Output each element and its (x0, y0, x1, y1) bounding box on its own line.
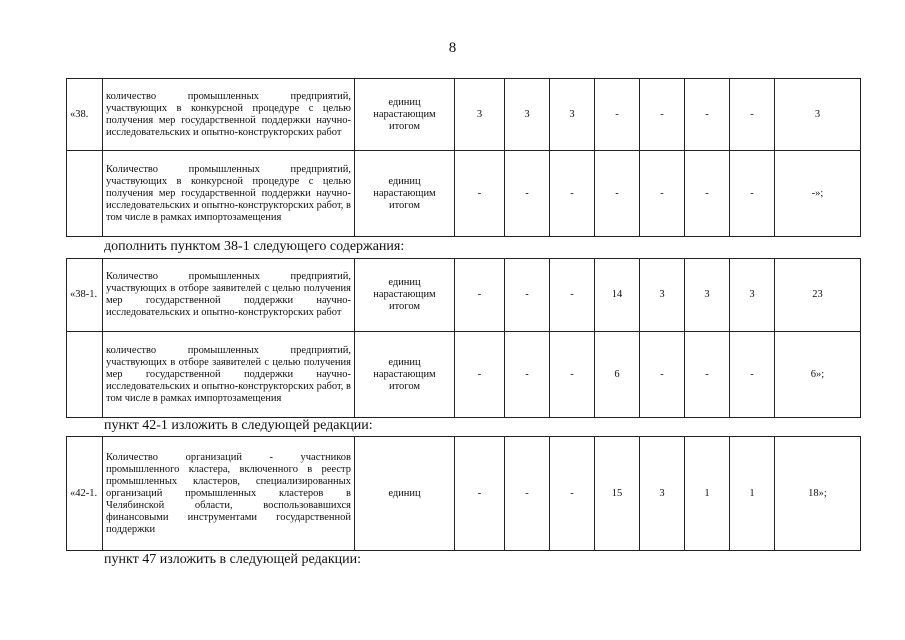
value-cell: 15 (595, 437, 640, 551)
value-cell: - (730, 79, 775, 151)
value-cell: 3 (730, 259, 775, 332)
row-number (67, 151, 103, 237)
indicator-name: количество промышленных предприятий, участвующих в отборе заявителей с целью получения мер государственной поддержки научно-исследовательских и опытно-конструкторских работ, в том числе в рамках импортозамещения (103, 332, 355, 418)
page-number: 8 (448, 40, 457, 56)
indicators-table-38 (66, 78, 861, 237)
instruction-paragraph: пункт 42-1 изложить в следующей редакции: (104, 418, 373, 433)
row-number (67, 332, 103, 418)
value-cell: - (550, 437, 595, 551)
unit-cell: единиц нарастающим итогом (355, 259, 455, 332)
value-cell: 3 (685, 259, 730, 332)
value-cell: - (550, 332, 595, 418)
instruction-paragraph: дополнить пунктом 38-1 следующего содержания: (104, 239, 405, 254)
value-cell: - (505, 259, 550, 332)
table-row (67, 151, 861, 237)
indicator-name: количество промышленных предприятий, участвующих в конкурсной процедуре с целью получения мер государственной поддержки научно-исследовательских и опытно-конструкторских работ (103, 79, 355, 151)
value-cell: - (550, 259, 595, 332)
unit-cell: единиц нарастающим итогом (355, 79, 455, 151)
value-cell: - (550, 151, 595, 237)
value-cell: 6 (595, 332, 640, 418)
table-row (67, 259, 861, 332)
value-cell: - (505, 437, 550, 551)
row-number: «42-1. (67, 437, 103, 551)
table-row (67, 332, 861, 418)
total-cell: 23 (775, 259, 861, 332)
value-cell: - (685, 79, 730, 151)
value-cell: - (685, 332, 730, 418)
row-number: «38-1. (67, 259, 103, 332)
value-cell: - (505, 332, 550, 418)
value-cell: - (455, 151, 505, 237)
indicators-table-42-1 (66, 436, 861, 551)
value-cell: 3 (640, 259, 685, 332)
indicator-name: Количество организаций - участников промышленного кластера, включенного в реестр промышленных кластеров, специализированных организаций промышленных кластеров в Челябинской области, воспользовавшихся финансовыми инструментами государственной поддержки (103, 437, 355, 551)
unit-cell: единиц нарастающим итогом (355, 151, 455, 237)
value-cell: - (505, 151, 550, 237)
value-cell: 3 (640, 437, 685, 551)
value-cell: 1 (730, 437, 775, 551)
total-cell: 3 (775, 79, 861, 151)
table-row (67, 79, 861, 151)
total-cell: 6»; (775, 332, 861, 418)
total-cell: -»; (775, 151, 861, 237)
value-cell: 1 (685, 437, 730, 551)
value-cell: - (640, 79, 685, 151)
value-cell: - (640, 332, 685, 418)
unit-cell: единиц (355, 437, 455, 551)
instruction-paragraph: пункт 47 изложить в следующей редакции: (104, 552, 361, 567)
value-cell: - (455, 332, 505, 418)
value-cell: - (455, 259, 505, 332)
indicators-table-38-1 (66, 258, 861, 418)
value-cell: - (455, 437, 505, 551)
value-cell: - (595, 79, 640, 151)
indicator-name: Количество промышленных предприятий, участвующих в отборе заявителей с целью получения мер государственной поддержки научно-исследовательских и опытно-конструкторских работ (103, 259, 355, 332)
value-cell: - (595, 151, 640, 237)
unit-cell: единиц нарастающим итогом (355, 332, 455, 418)
value-cell: - (730, 332, 775, 418)
value-cell: 14 (595, 259, 640, 332)
row-number: «38. (67, 79, 103, 151)
value-cell: - (640, 151, 685, 237)
indicator-name: Количество промышленных предприятий, участвующих в конкурсной процедуре с целью получения мер государственной поддержки научно-исследовательских и опытно-конструкторских работ, в том числе в рамках импортозамещения (103, 151, 355, 237)
value-cell: 3 (505, 79, 550, 151)
value-cell: - (730, 151, 775, 237)
value-cell: 3 (550, 79, 595, 151)
total-cell: 18»; (775, 437, 861, 551)
value-cell: - (685, 151, 730, 237)
table-row (67, 437, 861, 551)
value-cell: 3 (455, 79, 505, 151)
